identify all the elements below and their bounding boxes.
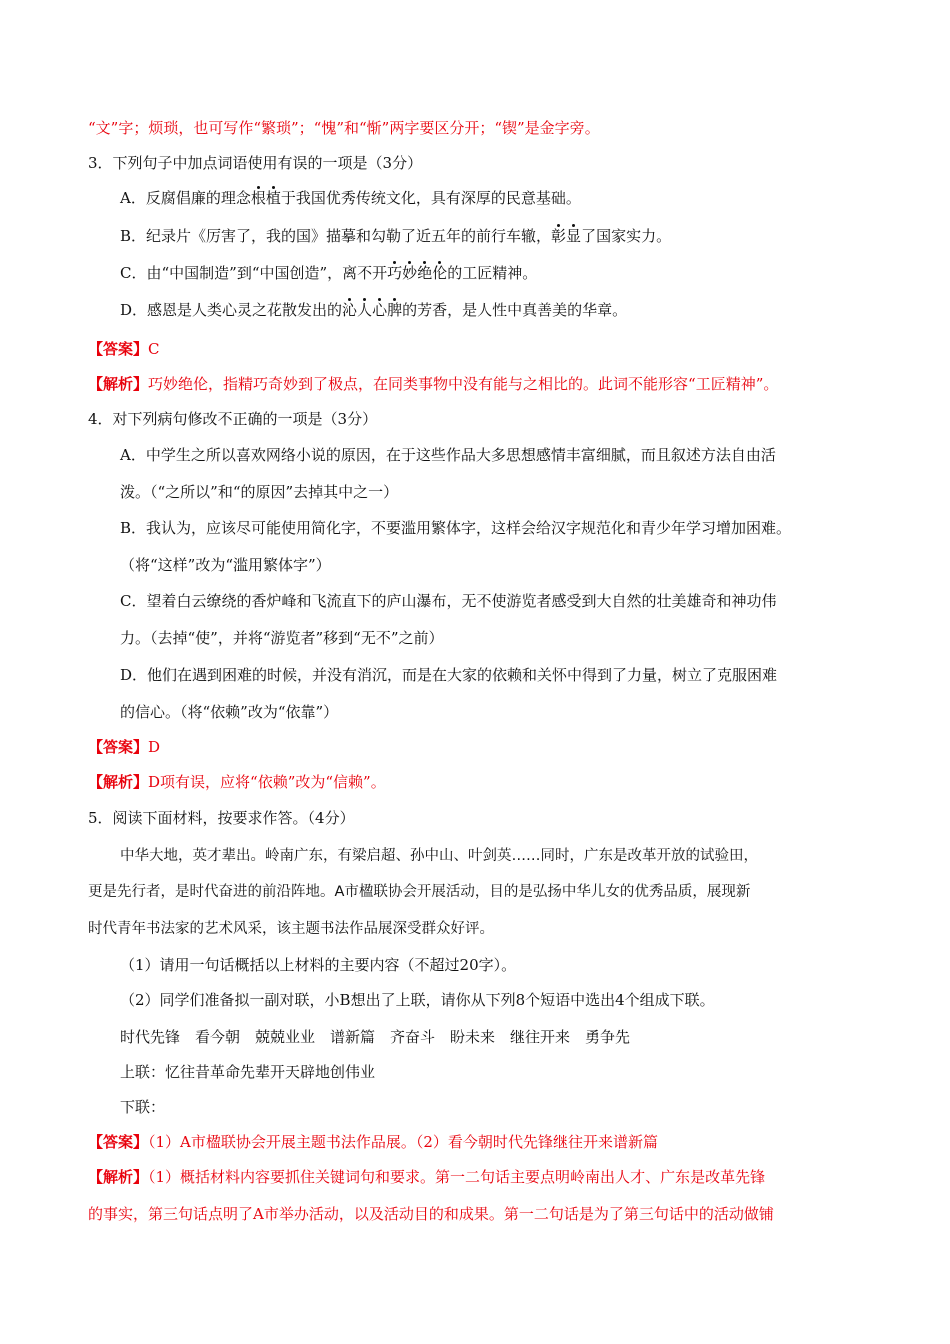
q5-upper-couplet: 上联：忆往昔革命先辈开天辟地创伟业 xyxy=(120,1063,376,1081)
q5-explanation-line2: 的事实，第三句话点明了A市举办活动，以及活动目的和成果。第一二句话是为了第三句话中的活动做铺 xyxy=(88,1205,774,1223)
q5-stem: 5．阅读下面材料，按要求作答。（4分） xyxy=(88,809,355,827)
emphasis-char: 脾 xyxy=(387,301,403,319)
q4-option-c-line1: C．望着白云缭绕的香炉峰和飞流直下的庐山瀑布，无不使游览者感受到大自然的壮美雄奇和神功伟 xyxy=(120,592,777,610)
emphasis-char: 绝 xyxy=(417,264,433,282)
q5-answer: 【答案】（1）A市楹联协会开展主题书法作品展。（2）看今朝时代先锋继往开来谱新篇 xyxy=(88,1133,658,1151)
q4-option-b-line2: （将“这样”改为“滥用繁体字”） xyxy=(120,556,331,574)
q3-answer: 【答案】C xyxy=(88,340,160,358)
q5-phrase-options: 时代先锋 看今朝 兢兢业业 谱新篇 齐奋斗 盼未来 继往开来 勇争先 xyxy=(120,1028,631,1046)
q5-lower-couplet: 下联： xyxy=(120,1098,166,1116)
emphasis-char: 伦 xyxy=(432,264,448,282)
q4-option-a-line1: A．中学生之所以喜欢网络小说的原因，在于这些作品大多思想感情丰富细腻，而且叙述方法自由活 xyxy=(120,446,776,464)
q3-explanation: 【解析】巧妙绝伦，指精巧奇妙到了极点，在同类事物中没有能与之相比的。此词不能形容“工匠精神”。 xyxy=(88,375,779,393)
q3-stem: 3．下列句子中加点词语使用有误的一项是（3分） xyxy=(88,154,423,172)
q5-subquestion-2: （2）同学们准备拟一副对联，小B想出了上联，请你从下列8个短语中选出4个组成下联。 xyxy=(120,991,715,1009)
q4-option-c-line2: 力。（去掉“使”，并将“游览者”移到“无不”之前） xyxy=(120,629,444,647)
q4-option-d-line1: D．他们在遇到困难的时候，并没有消沉，而是在大家的依赖和关怀中得到了力量，树立了克服困难 xyxy=(120,666,778,684)
emphasis-char: 心 xyxy=(372,301,388,319)
emphasis-char: 沁 xyxy=(342,301,358,319)
emphasis-char: 显 xyxy=(566,227,582,245)
emphasis-char: 人 xyxy=(357,301,373,319)
q5-explanation-line1: 【解析】（1）概括材料内容要抓住关键词句和要求。第一二句话主要点明岭南出人才、广东是改革先锋 xyxy=(88,1168,766,1186)
q4-answer: 【答案】D xyxy=(88,738,161,756)
emphasis-char: 彰 xyxy=(551,227,567,245)
emphasis-char: 妙 xyxy=(402,264,418,282)
q4-option-b-line1: B．我认为，应该尽可能使用简化字，不要滥用繁体字，这样会给汉字规范化和青少年学习增加困难。 xyxy=(120,519,792,537)
q3-option-a: A．反腐倡廉的理念根植于我国优秀传统文化，具有深厚的民意基础。 xyxy=(120,189,581,207)
q3-option-b: B．纪录片《厉害了，我的国》描摹和勾勒了近五年的前行车辙，彰显了国家实力。 xyxy=(120,227,672,245)
q5-material-line2: 更是先行者，是时代奋进的前沿阵地。A市楹联协会开展活动，目的是弘扬中华儿女的优秀品质，展现新 xyxy=(88,884,751,900)
q5-subquestion-1: （1）请用一句话概括以上材料的主要内容（不超过20字）。 xyxy=(120,956,517,974)
q4-explanation: 【解析】D项有误，应将“依赖”改为“信赖”。 xyxy=(88,773,386,791)
q5-material-line1: 中华大地，英才辈出。岭南广东，有梁启超、孙中山、叶剑英……同时，广东是改革开放的试验田， xyxy=(120,848,758,864)
q5-material-line3: 时代青年书法家的艺术风采，该主题书法作品展深受群众好评。 xyxy=(88,921,494,937)
emphasis-char: 巧 xyxy=(387,264,403,282)
q3-option-c: C．由“中国制造”到“中国创造”，离不开巧妙绝伦的工匠精神。 xyxy=(120,264,538,282)
q4-option-d-line2: 的信心。（将“依赖”改为“依靠”） xyxy=(120,703,339,721)
emphasis-char: 植 xyxy=(265,189,281,207)
q4-option-a-line2: 泼。（“之所以”和“的原因”去掉其中之一） xyxy=(120,483,399,501)
prev-explanation-tail: “文”字；烦琐，也可写作“繁琐”；“愧”和“惭”两字要区分开；“锲”是金字旁。 xyxy=(88,119,600,137)
emphasis-char: 根 xyxy=(250,189,266,207)
q4-stem: 4．对下列病句修改不正确的一项是（3分） xyxy=(88,410,378,428)
q3-option-d: D．感恩是人类心灵之花散发出的沁人心脾的芳香，是人性中真善美的华章。 xyxy=(120,301,628,319)
